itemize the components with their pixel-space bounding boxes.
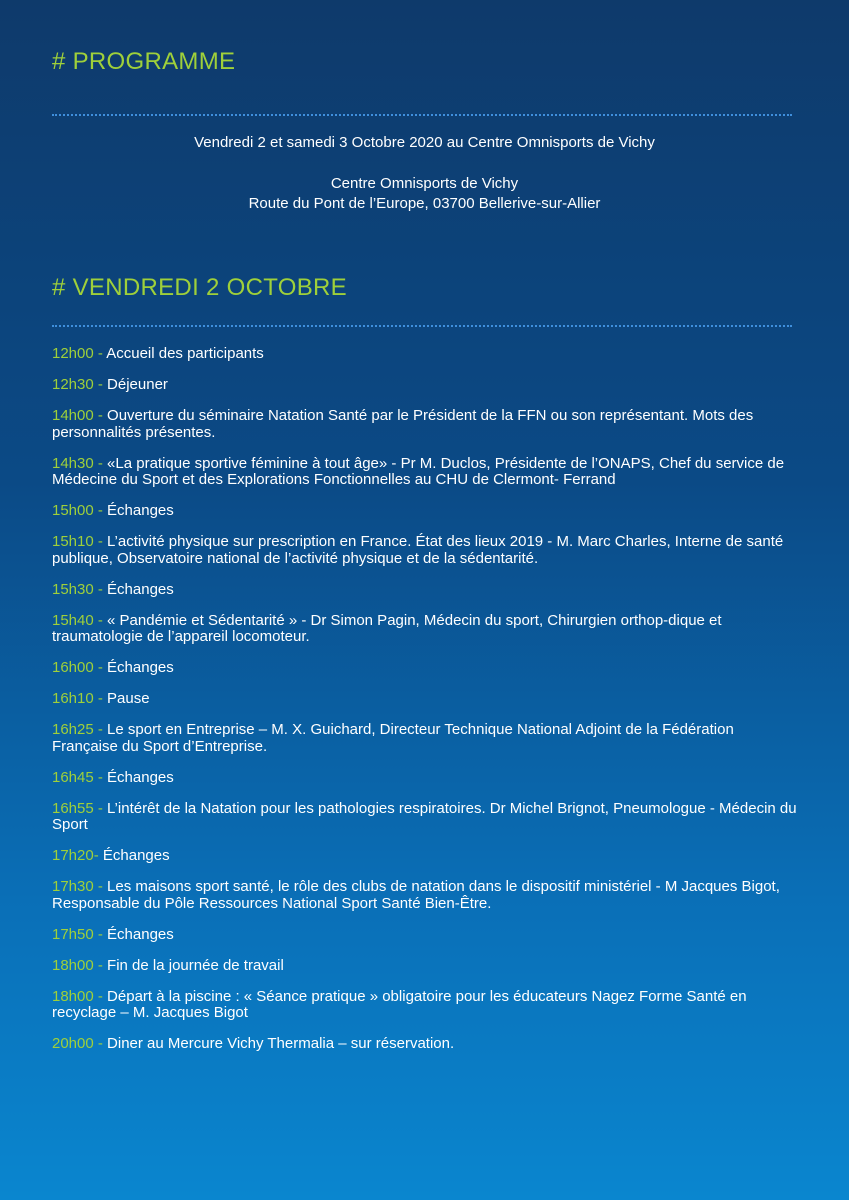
schedule-time: 16h45 -: [52, 768, 108, 786]
schedule-text: L’intérêt de la Natation pour les pathologies respiratoires. Dr Michel Brignot, Pneumologue - Médecin du Sport: [52, 799, 797, 833]
schedule-item: [52, 927, 802, 944]
day-divider: [52, 325, 792, 327]
schedule-time: 15h40 -: [52, 611, 108, 629]
schedule-time: 18h00 -: [52, 956, 108, 974]
schedule-text: Accueil des participants: [106, 345, 264, 362]
schedule-time: 16h10 -: [52, 690, 108, 707]
schedule-text: Les maisons sport santé, le rôle des clubs de natation dans le dispositif ministériel - M Jacques Bigot, Responsable du Pôle Ressources National Sport Santé Bien-Être.: [52, 878, 780, 912]
schedule-item: [52, 503, 802, 520]
schedule-item: [52, 346, 802, 363]
schedule-item: [52, 691, 802, 708]
schedule-list: [52, 346, 802, 1067]
schedule-time: 20h00 -: [52, 1035, 108, 1052]
schedule-time: 15h10 -: [52, 533, 108, 550]
schedule-time: 17h50 -: [52, 925, 108, 943]
schedule-text: Échanges: [107, 502, 174, 519]
schedule-item: [52, 456, 802, 489]
schedule-text: Échanges: [107, 768, 174, 786]
schedule-item: [52, 848, 802, 865]
schedule-time: 18h00 -: [52, 987, 108, 1005]
schedule-time: 12h30 -: [52, 376, 108, 393]
schedule-text: « Pandémie et Sédentarité » - Dr Simon Pagin, Médecin du sport, Chirurgien orthop-dique et traumatologie de l’appareil locomoteur.: [52, 611, 722, 645]
schedule-item: [52, 770, 802, 787]
schedule-item: [52, 377, 802, 394]
schedule-time: 14h30 -: [52, 454, 108, 472]
schedule-text: Ouverture du séminaire Natation Santé par le Président de la FFN ou son représentant. Mots des personnalités présentes.: [52, 407, 754, 441]
schedule-text: Diner au Mercure Vichy Thermalia – sur réservation.: [107, 1035, 455, 1052]
schedule-text: Départ à la piscine : « Séance pratique » obligatoire pour les éducateurs Nagez Forme Santé en recyclage – M. Jacques Bigot: [52, 987, 747, 1021]
schedule-item: [52, 958, 802, 975]
schedule-item: [52, 989, 802, 1022]
schedule-time: 15h30 -: [52, 580, 108, 598]
schedule-time: 17h30 -: [52, 878, 108, 895]
schedule-item: [52, 660, 802, 677]
schedule-item: [52, 534, 802, 567]
schedule-text: Échanges: [107, 925, 174, 943]
programme-divider: [52, 114, 792, 116]
schedule-item: [52, 722, 802, 755]
schedule-text: L’activité physique sur prescription en France. État des lieux 2019 - M. Marc Charles, Interne de santé publique, Observatoire national de l’activité physique et de la sédentarité.: [52, 533, 784, 567]
schedule-item: [52, 613, 802, 646]
schedule-text: Le sport en Entreprise – M. X. Guichard, Directeur Technique National Adjoint de la Fédération Française du Sport d’Entreprise.: [52, 721, 734, 755]
schedule-item: [52, 801, 802, 834]
schedule-text: «La pratique sportive féminine à tout âge» - Pr M. Duclos, Présidente de l’ONAPS, Chef du service de Médecine du Sport et des Explorations Fonctionnelles au CHU de Clermont- Ferrand: [52, 454, 785, 488]
schedule-text: Pause: [107, 690, 150, 707]
schedule-time: 15h00 -: [52, 502, 108, 519]
schedule-time: 12h00 -: [52, 345, 107, 362]
schedule-time: 16h55 -: [52, 799, 108, 817]
venue-name: Centre Omnisports de Vichy: [330, 175, 519, 192]
schedule-item: [52, 1036, 802, 1053]
schedule-time: 17h20-: [52, 847, 103, 864]
schedule-item: [52, 408, 802, 441]
schedule-text: Déjeuner: [107, 376, 168, 393]
schedule-time: 14h00 -: [52, 407, 108, 424]
schedule-time: 16h25 -: [52, 721, 108, 738]
schedule-time: 16h00 -: [52, 659, 108, 676]
schedule-text: Échanges: [107, 659, 174, 676]
schedule-text: Échanges: [107, 580, 174, 598]
schedule-text: Fin de la journée de travail: [107, 956, 284, 974]
schedule-item: [52, 582, 802, 599]
schedule-text: Échanges: [102, 847, 170, 864]
venue-address: Route du Pont de l’Europe, 03700 Bellerive-sur-Allier: [248, 195, 601, 212]
schedule-item: [52, 879, 802, 912]
day-title: # VENDREDI 2 OCTOBRE: [52, 274, 347, 301]
event-dates: Vendredi 2 et samedi 3 Octobre 2020 au Centre Omnisports de Vichy: [194, 134, 655, 151]
programme-title: # PROGRAMME: [52, 48, 236, 75]
